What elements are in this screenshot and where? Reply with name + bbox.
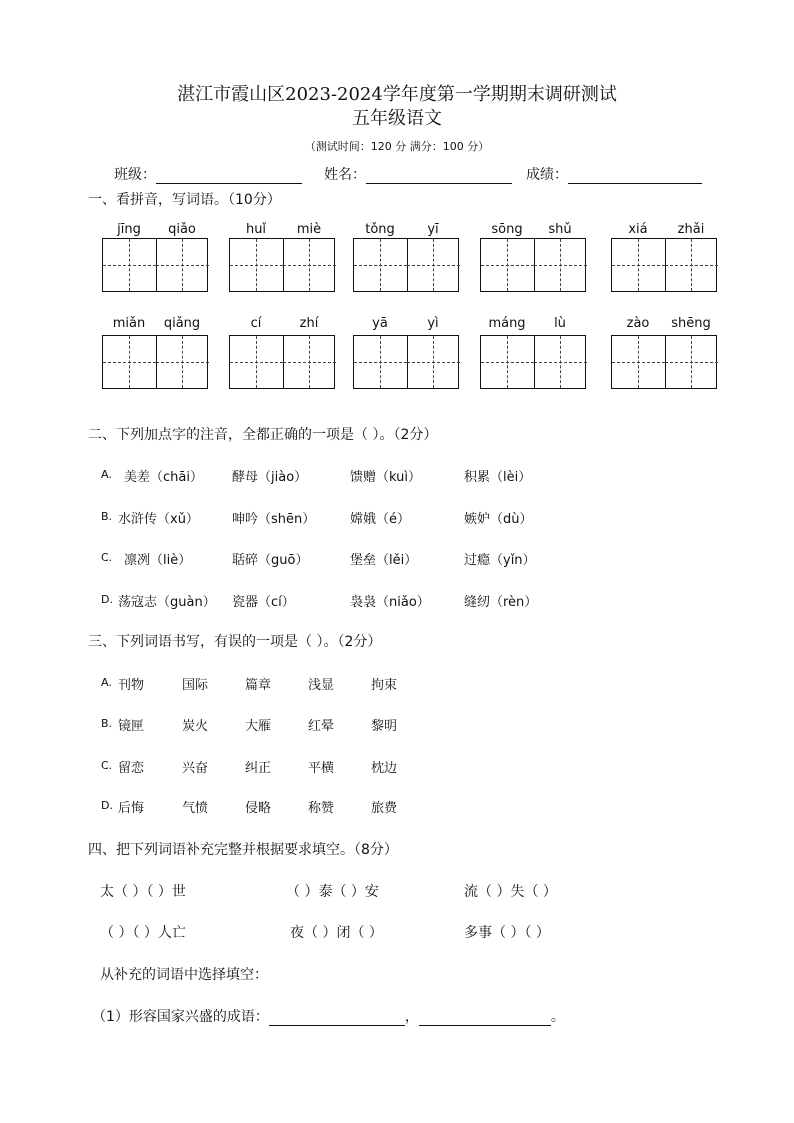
tian-zi-cell[interactable] xyxy=(354,239,408,291)
option-item: 嫉妒（dù） xyxy=(464,512,533,527)
word-item: 黎明 xyxy=(371,719,398,734)
tian-zi-cell[interactable] xyxy=(665,336,718,388)
word-item: 大雁 xyxy=(245,719,272,734)
writing-box[interactable] xyxy=(229,238,335,292)
word-item: 留恋 xyxy=(118,761,145,776)
writing-box[interactable] xyxy=(480,335,586,389)
option-item: 水浒传（xǔ） xyxy=(118,512,199,527)
guide-line xyxy=(380,239,381,291)
word-item: 镜匣 xyxy=(118,719,145,734)
pinyin-label: lù xyxy=(554,316,566,331)
option-item: 酵母（jiào） xyxy=(232,470,308,485)
tian-zi-cell[interactable] xyxy=(156,336,209,388)
instruction-text: 从补充的词语中选择填空： xyxy=(100,967,268,983)
word-item: 后悔 xyxy=(118,801,145,816)
pinyin-label: sōng xyxy=(491,222,523,237)
pinyin-label: miǎn xyxy=(112,316,146,331)
option-label[interactable]: D. xyxy=(101,799,113,812)
word-item: 炭火 xyxy=(182,719,209,734)
option-item: 凛冽（liè） xyxy=(124,553,192,568)
tian-zi-cell[interactable] xyxy=(534,239,587,291)
option-item: 呻吟（shēn） xyxy=(232,512,316,527)
writing-box[interactable] xyxy=(353,335,459,389)
tian-zi-cell[interactable] xyxy=(407,239,460,291)
guide-line xyxy=(433,336,434,388)
idiom-2: （ ）泰（ ）安 xyxy=(286,884,379,900)
pinyin-label: yì xyxy=(427,316,439,331)
name-label: 姓名： xyxy=(324,167,366,183)
pinyin-label: zào xyxy=(626,316,650,331)
word-item: 纠正 xyxy=(245,761,272,776)
fill-question-1-label: （1）形容国家兴盛的成语： xyxy=(92,1009,269,1025)
tian-zi-cell[interactable] xyxy=(612,336,666,388)
guide-line xyxy=(309,336,310,388)
word-item: 篇章 xyxy=(245,678,272,693)
pinyin-label: tǒng xyxy=(365,222,395,237)
guide-line xyxy=(433,239,434,291)
idiom-1: 太（ ）（ ）世 xyxy=(100,884,186,900)
guide-line xyxy=(380,336,381,388)
pinyin-label: xiá xyxy=(628,222,648,237)
pinyin-label: qiǎng xyxy=(163,316,201,331)
writing-box[interactable] xyxy=(611,238,717,292)
word-item: 国际 xyxy=(182,678,209,693)
exam-info: （测试时间：120 分 满分：100 分） xyxy=(304,140,490,153)
section3-heading: 三、下列词语书写，有误的一项是（ ）。（2分） xyxy=(88,634,382,650)
idiom-4: （ ）（ ）人亡 xyxy=(100,925,186,941)
guide-line xyxy=(256,239,257,291)
writing-box[interactable] xyxy=(229,335,335,389)
class-field xyxy=(114,164,302,184)
option-item: 积累（lèi） xyxy=(464,470,532,485)
guide-line xyxy=(560,336,561,388)
exam-title: 湛江市霞山区2023-2024学年度第一学期期末调研测试 xyxy=(177,84,617,105)
fill-question-1 xyxy=(92,1006,565,1026)
option-item: 馈赠（kuì） xyxy=(350,470,421,485)
tian-zi-cell[interactable] xyxy=(103,239,157,291)
guide-line xyxy=(129,239,130,291)
pinyin-label: shēng xyxy=(671,316,711,331)
guide-line xyxy=(507,239,508,291)
word-item: 红晕 xyxy=(308,719,335,734)
score-field xyxy=(526,164,702,184)
tian-zi-cell[interactable] xyxy=(612,239,666,291)
guide-line xyxy=(691,239,692,291)
option-label[interactable]: D. xyxy=(101,593,113,606)
tian-zi-cell[interactable] xyxy=(230,336,284,388)
writing-box[interactable] xyxy=(611,335,717,389)
word-item: 侵略 xyxy=(245,801,272,816)
idiom-5: 夜（ ）闭（ ） xyxy=(290,925,383,941)
section4-heading: 四、把下列词语补充完整并根据要求填空。（8分） xyxy=(88,842,398,858)
tian-zi-cell[interactable] xyxy=(665,239,718,291)
option-label[interactable]: C. xyxy=(101,551,113,564)
option-label[interactable]: B. xyxy=(101,510,113,523)
word-item: 浅显 xyxy=(308,678,335,693)
pinyin-label: huǐ xyxy=(245,222,267,237)
option-item: 瓷器（cí） xyxy=(232,595,295,610)
pinyin-label: máng xyxy=(488,316,526,331)
tian-zi-cell[interactable] xyxy=(354,336,408,388)
pinyin-label: yī xyxy=(427,222,439,237)
score-blank[interactable] xyxy=(568,169,702,184)
option-item: 缝纫（rèn） xyxy=(464,595,538,610)
word-item: 气愤 xyxy=(182,801,209,816)
option-label[interactable]: C. xyxy=(101,759,113,772)
pinyin-label: yā xyxy=(372,316,388,331)
pinyin-label: qiǎo xyxy=(168,222,196,237)
pinyin-label: shǔ xyxy=(548,222,572,237)
writing-box[interactable] xyxy=(102,238,208,292)
tian-zi-cell[interactable] xyxy=(283,239,336,291)
tian-zi-cell[interactable] xyxy=(481,239,535,291)
section1-heading: 一、看拼音，写词语。（10分） xyxy=(88,192,281,208)
guide-line xyxy=(638,336,639,388)
tian-zi-cell[interactable] xyxy=(534,336,587,388)
pinyin-label: jīng xyxy=(117,222,141,237)
class-blank[interactable] xyxy=(156,169,302,184)
guide-line xyxy=(560,239,561,291)
tian-zi-cell[interactable] xyxy=(156,239,209,291)
guide-line xyxy=(638,239,639,291)
guide-line xyxy=(309,239,310,291)
word-item: 拘束 xyxy=(371,678,398,693)
option-item: 过瘾（yǐn） xyxy=(464,553,536,568)
section2-heading: 二、下列加点字的注音，全都正确的一项是（ ）。（2分） xyxy=(88,427,438,443)
word-item: 平横 xyxy=(308,761,335,776)
writing-box[interactable] xyxy=(353,238,459,292)
pinyin-label: zhǎi xyxy=(677,222,705,237)
option-item: 堡垒（lěi） xyxy=(350,553,418,568)
option-item: 袅袅（niǎo） xyxy=(350,595,430,610)
guide-line xyxy=(129,336,130,388)
guide-line xyxy=(256,336,257,388)
guide-line xyxy=(182,336,183,388)
score-label: 成绩： xyxy=(526,167,568,183)
tian-zi-cell[interactable] xyxy=(283,336,336,388)
option-label[interactable]: A. xyxy=(101,676,112,689)
word-item: 旅费 xyxy=(371,801,398,816)
name-blank[interactable] xyxy=(366,169,512,184)
pinyin-label: cí xyxy=(250,316,262,331)
word-item: 兴奋 xyxy=(182,761,209,776)
word-item: 刊物 xyxy=(118,678,145,693)
option-label[interactable]: A. xyxy=(101,468,112,481)
exam-subtitle: 五年级语文 xyxy=(352,108,442,129)
tian-zi-cell[interactable] xyxy=(481,336,535,388)
tian-zi-cell[interactable] xyxy=(407,336,460,388)
option-item: 嫦娥（é） xyxy=(350,512,410,527)
guide-line xyxy=(182,239,183,291)
writing-box[interactable] xyxy=(480,238,586,292)
word-item: 称赞 xyxy=(308,801,335,816)
class-label: 班级： xyxy=(114,167,156,183)
word-item: 枕边 xyxy=(371,761,398,776)
idiom-6: 多事（ ）（ ） xyxy=(464,925,550,941)
tian-zi-cell[interactable] xyxy=(230,239,284,291)
pinyin-label: miè xyxy=(296,222,322,237)
option-label[interactable]: B. xyxy=(101,717,113,730)
idiom-3: 流（ ）失（ ） xyxy=(464,884,557,900)
answer-blank-2[interactable] xyxy=(419,1011,551,1026)
name-field xyxy=(324,164,512,184)
fill-question-1-sep: ， xyxy=(404,1009,419,1025)
option-item: 荡寇志（guàn） xyxy=(118,595,216,610)
tian-zi-cell[interactable] xyxy=(103,336,157,388)
answer-blank-1[interactable] xyxy=(269,1011,405,1026)
option-item: 聒碎（guō） xyxy=(232,553,309,568)
option-item: 美差（chāi） xyxy=(124,470,203,485)
writing-box[interactable] xyxy=(102,335,208,389)
pinyin-label: zhí xyxy=(299,316,319,331)
fill-question-1-end: 。 xyxy=(550,1009,565,1025)
guide-line xyxy=(691,336,692,388)
guide-line xyxy=(507,336,508,388)
